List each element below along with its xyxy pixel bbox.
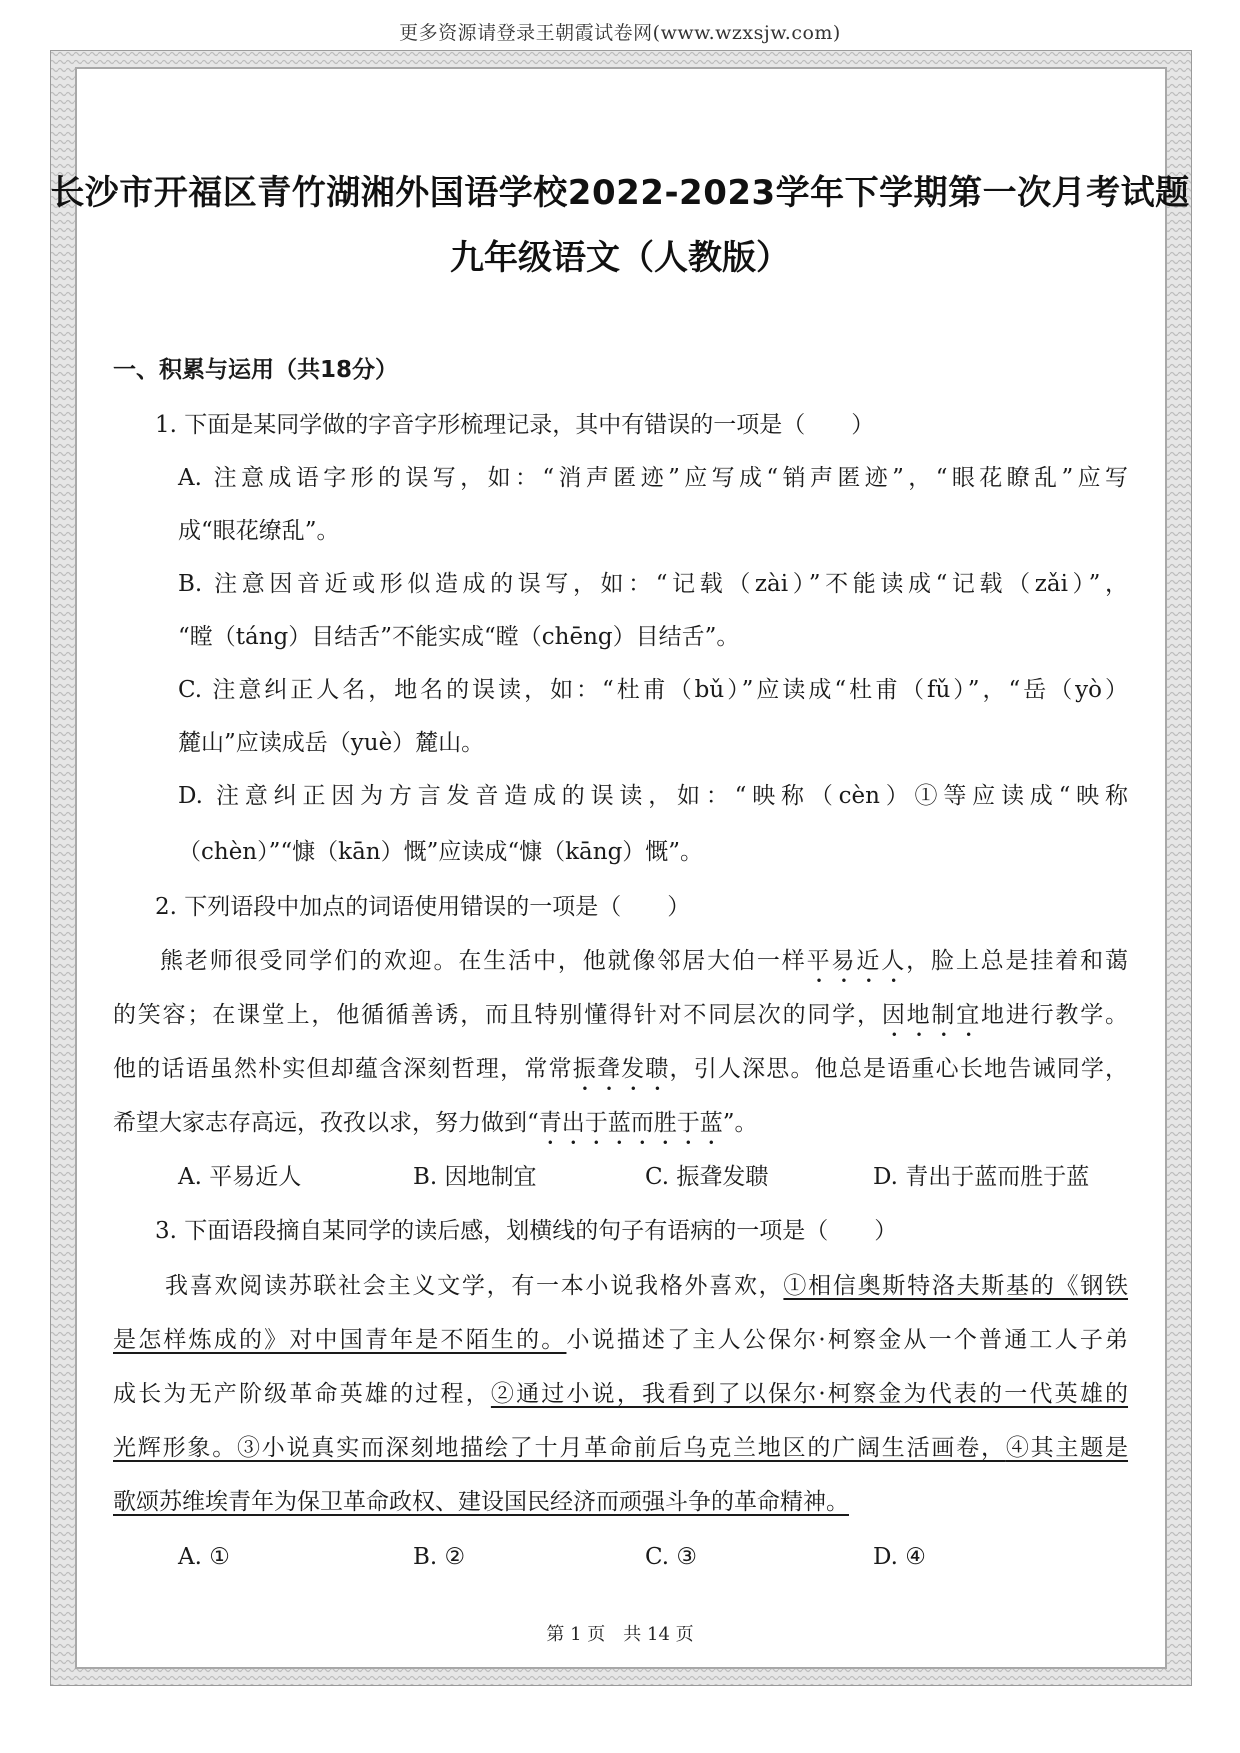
q2-option-b: B. 因地制宜 bbox=[413, 1164, 537, 1190]
q1-option-b-line2: “瞠（táng）目结舌”不能实成“瞠（chēng）目结舌”。 bbox=[178, 624, 740, 650]
underlined-sentence-4-cont: 歌颂苏维埃青年为保卫革命政权、建设国民经济而顽强斗争的革命精神。 bbox=[113, 1489, 849, 1515]
q2-passage-line2: 的笑容；在课堂上，他循循善诱，而且特别懂得针对不同层次的同学，因地制宜地进行教学。 bbox=[113, 1002, 1129, 1028]
page-number: 第 1 页 共 14 页 bbox=[546, 1624, 694, 1645]
site-banner: 更多资源请登录王朝霞试卷网(www.wzxsjw.com) bbox=[399, 22, 841, 44]
q3-option-a: A. ① bbox=[178, 1544, 230, 1570]
q3-passage-line2: 是怎样炼成的》对中国青年是不陌生的。小说描述了主人公保尔·柯察金从一个普通工人子弟 bbox=[113, 1327, 1129, 1353]
q3-passage-line1: 我喜欢阅读苏联社会主义文学，有一本小说我格外喜欢，①相信奥斯特洛夫斯基的《钢铁 bbox=[165, 1273, 1129, 1299]
question-2-stem: 2. 下列语段中加点的词语使用错误的一项是（ ） bbox=[155, 894, 691, 920]
q1-option-b-line1: B. 注意因音近或形似造成的误写，如：“记载（zài）”不能读成“记载（zǎi）”， bbox=[178, 571, 1128, 597]
dotted-term-3: 振聋发聩 bbox=[572, 1056, 670, 1082]
q3-passage-line4 bbox=[113, 1433, 1128, 1463]
q2-passage-line1: 熊老师很受同学们的欢迎。在生活中，他就像邻居大伯一样平易近人，脸上总是挂着和蔼 bbox=[160, 948, 1129, 974]
q1-option-d-line2: （chèn）”“慷（kān）慨”应读成“慷（kāng）慨”。 bbox=[178, 839, 704, 865]
q2-passage-line3: 他的话语虽然朴实但却蕴含深刻哲理，常常振聋发聩，引人深思。他总是语重心长地告诫同学， bbox=[113, 1056, 1129, 1082]
q2-option-c: C. 振聋发聩 bbox=[645, 1164, 769, 1190]
question-3-stem: 3. 下面语段摘自某同学的读后感，划横线的句子有语病的一项是（ ） bbox=[155, 1218, 898, 1244]
q2-passage-line4: 希望大家志存高远，孜孜以求，努力做到“青出于蓝而胜于蓝”。 bbox=[113, 1110, 758, 1136]
q1-option-c-line2: 麓山”应读成岳（yuè）麓山。 bbox=[178, 730, 485, 756]
q3-option-d: D. ④ bbox=[873, 1544, 926, 1570]
section-heading: 一、积累与运用（共18分） bbox=[113, 357, 399, 383]
q1-option-a-line2: 成“眼花缭乱”。 bbox=[178, 518, 340, 544]
underlined-sentence-3: ③小说真实而深刻地描绘了十月革命前后乌克兰地区的广阔生活画卷， bbox=[237, 1435, 1006, 1461]
underlined-sentence-2-cont: 光辉形象。 bbox=[113, 1435, 237, 1461]
q3-passage-line5 bbox=[113, 1487, 849, 1517]
q1-option-a-line1: A. 注意成语字形的误写，如：“消声匿迹”应写成“销声匿迹”，“眼花瞭乱”应写 bbox=[178, 465, 1128, 491]
underlined-sentence-1: ①相信奥斯特洛夫斯基的《钢铁 bbox=[783, 1273, 1129, 1299]
dotted-term-1: 平易近人 bbox=[806, 948, 907, 974]
q2-option-a: A. 平易近人 bbox=[178, 1164, 302, 1190]
exam-subtitle: 九年级语文（人教版） bbox=[450, 238, 790, 278]
underlined-sentence-2: ②通过小说，我看到了以保尔·柯察金为代表的一代英雄的 bbox=[490, 1381, 1129, 1407]
q3-passage-line3: 成长为无产阶级革命英雄的过程，②通过小说，我看到了以保尔·柯察金为代表的一代英雄的 bbox=[113, 1381, 1129, 1407]
q1-option-d-line1: D. 注意纠正因为方言发音造成的误读，如：“映称（cèn）①等应读成“映称 bbox=[178, 783, 1128, 809]
q3-option-b: B. ② bbox=[413, 1544, 466, 1570]
underlined-sentence-4: ④其主题是 bbox=[1005, 1435, 1129, 1461]
dotted-term-4: 青出于蓝而胜于蓝 bbox=[538, 1110, 723, 1136]
q1-option-c-line1: C. 注意纠正人名，地名的误读，如：“杜甫（bǔ）”应读成“杜甫（fǔ）”，“岳（yò） bbox=[178, 677, 1128, 703]
dotted-term-2: 因地制宜 bbox=[881, 1002, 982, 1028]
q2-option-d: D. 青出于蓝而胜于蓝 bbox=[873, 1164, 1090, 1190]
q3-option-c: C. ③ bbox=[645, 1544, 698, 1570]
underlined-sentence-1-cont: 是怎样炼成的》对中国青年是不陌生的。 bbox=[113, 1327, 567, 1353]
question-1-stem: 1. 下面是某同学做的字音字形梳理记录，其中有错误的一项是（ ） bbox=[155, 412, 875, 438]
exam-title: 长沙市开福区青竹湖湘外国语学校2022-2023学年下学期第一次月考试题 bbox=[50, 173, 1190, 213]
